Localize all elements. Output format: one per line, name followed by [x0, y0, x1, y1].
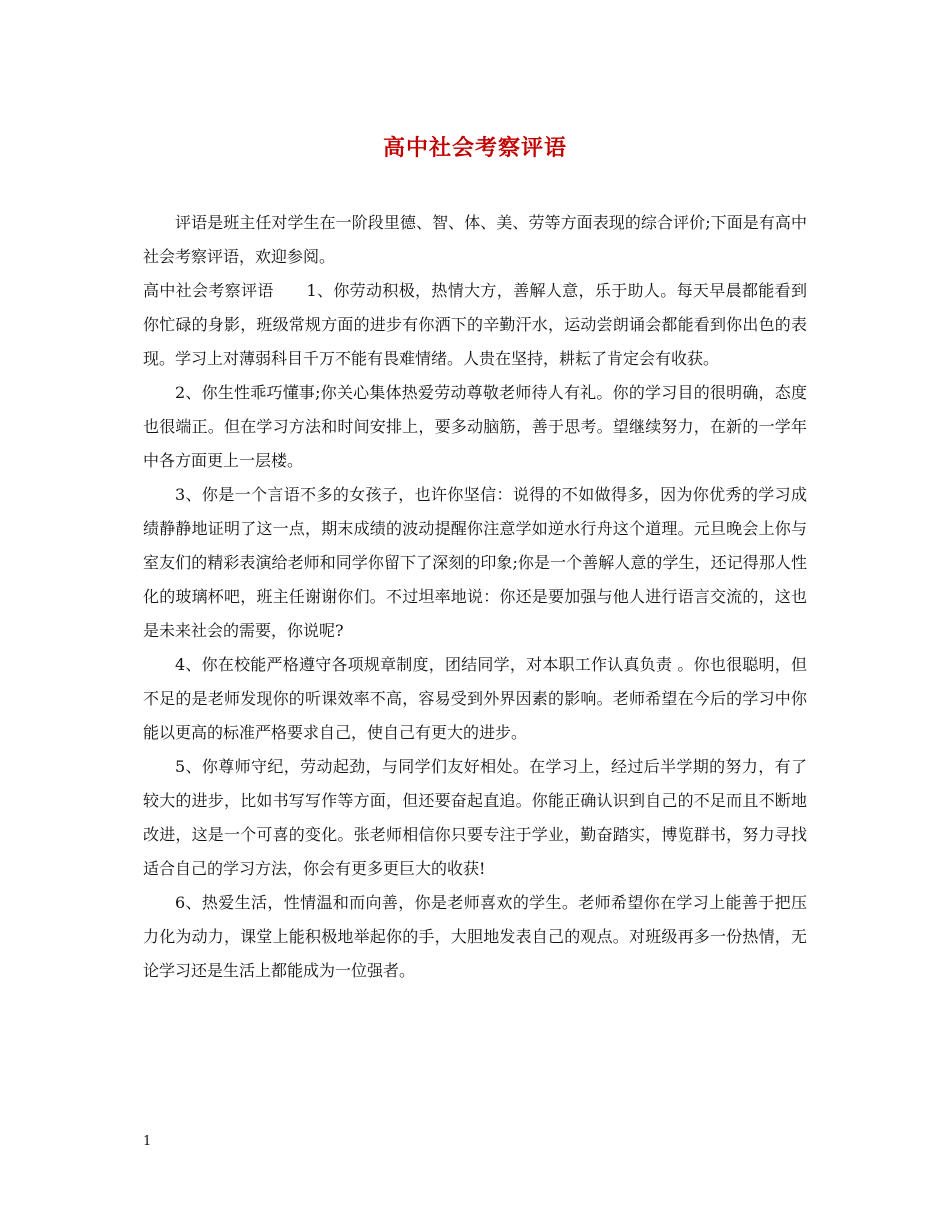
- document-title: 高中社会考察评语: [382, 135, 567, 161]
- comment-paragraph-6: 6、热爱生活，性情温和而向善，你是老师喜欢的学生。老师希望你在学习上能善于把压力化为动力，课堂上能积极地举起你的手，大胆地发表自己的观点。对班级再多一份热情，无论学习还是生活上都能成为一位强者。: [143, 893, 807, 980]
- comment-paragraph-5: 5、你尊师守纪，劳动起劲，与同学们友好相处。在学习上，经过后半学期的努力，有了较大的进步，比如书写写作等方面，但还要奋起直追。你能正确认识到自己的不足而且不断地改进，这是一个可喜的变化。张老师相信你只要专注于学业，勤奋踏实，博览群书，努力寻找适合自己的学习方法，你会有更多更巨大的收获!: [143, 757, 807, 878]
- comment-paragraph-2: 2、你生性乖巧懂事;你关心集体热爱劳动尊敬老师待人有礼。你的学习目的很明确，态度也很端正。但在学习方法和时间安排上，要多动脑筋，善于思考。望继续努力，在新的一学年中各方面更上一层楼。: [143, 383, 807, 470]
- comment-paragraph-4: 4、你在校能严格遵守各项规章制度，团结同学，对本职工作认真负责 。你也很聪明，但不足的是老师发现你的听课效率不高，容易受到外界因素的影响。老师希望在今后的学习中你能以更高的标准严格要求自己，使自己有更大的进步。: [143, 655, 807, 742]
- document-body: [143, 206, 807, 988]
- page-number: 1: [143, 1134, 152, 1149]
- comment-paragraph-3: 3、你是一个言语不多的女孩子，也许你坚信：说得的不如做得多，因为你优秀的学习成绩静静地证明了这一点，期末成绩的波动提醒你注意学如逆水行舟这个道理。元旦晚会上你与室友们的精彩表演给老师和同学你留下了深刻的印象;你是一个善解人意的学生，还记得那人性化的玻璃杯吧，班主任谢谢你们。不过坦率地说：你还是要加强与他人进行语言交流的，这也是未来社会的需要，你说呢?: [143, 485, 807, 640]
- intro-paragraph: 评语是班主任对学生在一阶段里德、智、体、美、劳等方面表现的综合评价;下面是有高中社会考察评语，欢迎参阅。: [143, 213, 807, 266]
- comment-paragraph-1: 高中社会考察评语 1、你劳动积极，热情大方，善解人意，乐于助人。每天早晨都能看到你忙碌的身影，班级常规方面的进步有你洒下的辛勤汗水，运动尝朗诵会都能看到你出色的表现。学习上对薄弱科目千万不能有畏难情绪。人贵在坚持，耕耘了肯定会有收获。: [143, 281, 807, 368]
